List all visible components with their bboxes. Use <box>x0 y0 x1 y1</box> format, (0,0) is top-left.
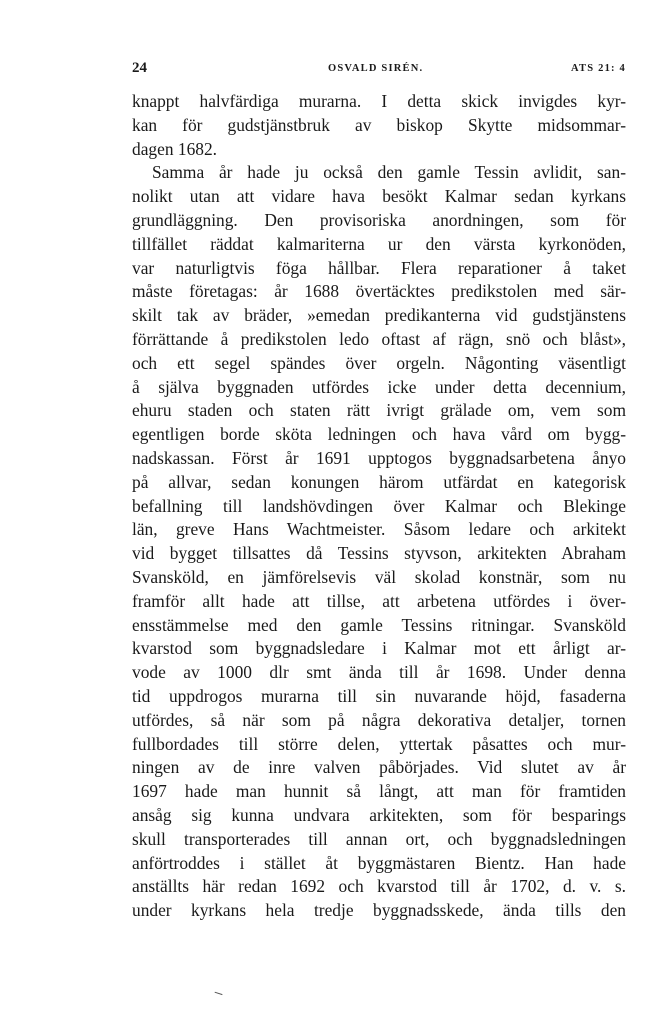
running-header <box>132 60 626 82</box>
text-line: vid bygget tillsattes då Tessins styvson, arkitekten Abraham <box>132 543 626 564</box>
text-line: kvarstod som byggnadsledare i Kalmar mot ett årligt ar- <box>132 638 626 659</box>
text-line: var naturligtvis föga hållbar. Flera reparationer å taket <box>132 257 626 278</box>
text-line: utfördes, så när som på några dekorativa detaljer, tornen <box>132 709 626 730</box>
text-line: nolikt utan att vidare hava besökt Kalmar sedan kyrkans <box>132 186 626 207</box>
text-line: Svansköld, en jämförelsevis väl skolad konstnär, som nu <box>132 566 626 587</box>
text-line: anställts här redan 1692 och kvarstod till år 1702, d. v. s. <box>132 876 626 897</box>
text-line: nadskassan. Först år 1691 upptogos byggnadsarbetena ånyo <box>132 447 626 468</box>
text-line: vode av 1000 dlr smt ända till år 1698. Under denna <box>132 662 626 683</box>
text-line: befallning till landshövdingen över Kalmar och Blekinge <box>132 495 626 516</box>
text-line: å själva byggnaden utfördes icke under detta decennium, <box>132 376 626 397</box>
text-line: förrättande å predikstolen ledo oftast af rägn, snö och blåst», <box>132 328 626 349</box>
text-line: under kyrkans hela tredje byggnadsskede, ända tills den <box>132 900 626 921</box>
text-line: tillfället räddat kalmariterna ur den värsta kyrkonöden, <box>132 233 626 254</box>
text-line: på allvar, sedan konungen härom utfärdat en kategorisk <box>132 471 626 492</box>
text-line: 1697 hade man hunnit så långt, att man för framtiden <box>132 781 626 802</box>
text-line: skull transporterades till annan ort, och byggnadsledningen <box>132 828 626 849</box>
body-text <box>132 90 626 923</box>
text-line: tid uppdrogos murarna till sin nuvarande höjd, fasaderna <box>132 685 626 706</box>
text-line: framför allt hade att tillse, att arbetena utfördes i över- <box>132 590 626 611</box>
text-line: måste företagas: år 1688 övertäcktes predikstolen med sär- <box>132 281 626 302</box>
text-line: ensstämmelse med den gamle Tessins ritningar. Svansköld <box>132 614 626 635</box>
text-line: anförtroddes i stället åt byggmästaren Bientz. Han hade <box>132 852 626 873</box>
running-head-author: OSVALD SIRÉN. <box>328 63 424 74</box>
running-head-reference: ATS 21: 4 <box>571 63 626 74</box>
text-line: län, greve Hans Wachtmeister. Såsom ledare och arkitekt <box>132 519 626 540</box>
text-line: och ett segel spändes över orgeln. Någonting väsentligt <box>132 352 626 373</box>
text-line: ningen av de inre valven påbörjades. Vid slutet av år <box>132 757 626 778</box>
text-line: fullbordades till större delen, yttertak påsattes och mur- <box>132 733 626 754</box>
text-line: grundläggning. Den provisoriska anordningen, som för <box>132 209 626 230</box>
text-line: ehuru staden och staten rätt ivrigt grälade om, vem som <box>132 400 626 421</box>
text-line: dagen 1682. <box>132 138 218 159</box>
page-number: 24 <box>132 60 147 76</box>
stray-ink-mark <box>215 989 224 995</box>
text-line: ansåg sig kunna undvara arkitekten, som för besparings <box>132 804 626 825</box>
text-line: skilt tak av bräder, »emedan predikanterna vid gudstjänstens <box>132 305 626 326</box>
text-line: kan för gudstjänstbruk av biskop Skytte midsommar- <box>132 114 626 135</box>
text-line: Samma år hade ju också den gamle Tessin avlidit, san- <box>152 162 626 183</box>
text-line: egentligen borde sköta ledningen och hava vård om bygg- <box>132 424 626 445</box>
text-line: knappt halvfärdiga murarna. I detta skick invigdes kyr- <box>132 91 626 111</box>
